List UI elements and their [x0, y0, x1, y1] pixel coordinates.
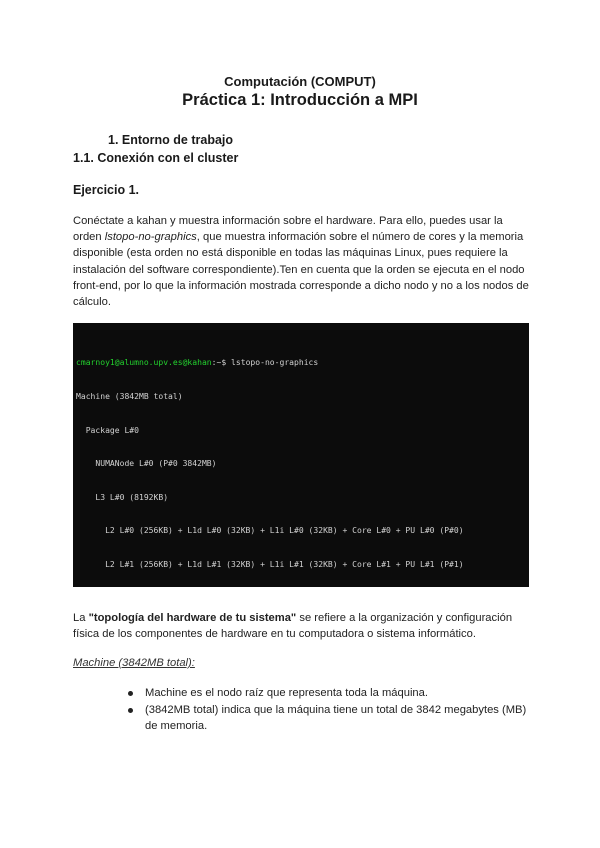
terminal-prompt-user: cmarnoy1@alumno.upv.es@kahan — [76, 358, 212, 368]
terminal-output-line: L3 L#0 (8192KB) — [76, 492, 169, 502]
subsection-heading-conexion: 1.1. Conexión con el cluster — [73, 151, 239, 165]
practice-title: Práctica 1: Introducción a MPI — [182, 91, 418, 109]
intro-command: lstopo-no-graphics — [104, 231, 197, 244]
bullet-icon — [128, 708, 133, 713]
terminal-prompt-suffix: :~$ — [211, 358, 232, 368]
topology-paragraph — [73, 610, 533, 642]
list-item — [128, 685, 528, 701]
terminal-output-line: Machine (3842MB total) — [76, 392, 183, 401]
intro-text-part1: Conéctate a kahan y muestra información sobre el hardware. Para ello, puedes usar la orden — [73, 215, 503, 244]
intro-text-part2: , que muestra información sobre el número de cores y la memoria disponible (esta orden no está disponible en todas las máquinas Linux, pues requiere la instalación del software correspondiente).Ten en cuenta que la orden se ejecuta en el nodo front-end, por lo que la información mostrada corresponde a dicho nodo y no a los nodos de cálculo. — [73, 231, 529, 309]
section-heading-entorno: 1. Entorno de trabajo — [108, 133, 234, 147]
bullet-text: Machine es el nodo raíz que representa toda la máquina. — [145, 687, 428, 699]
intro-paragraph — [73, 213, 533, 310]
terminal-output-line: L2 L#1 (256KB) + L1d L#1 (32KB) + L1i L#1 (32KB) + Core L#1 + PU L#1 (P#1) — [76, 559, 464, 569]
terminal-output-line: L2 L#0 (256KB) + L1d L#0 (32KB) + L1i L#0 (32KB) + Core L#0 + PU L#0 (P#0) — [76, 526, 464, 536]
terminal-command-line — [76, 357, 529, 368]
exercise-heading: Ejercicio 1. — [73, 183, 140, 197]
bullet-text: (3842MB total) indica que la máquina tiene un total de 3842 megabytes (MB) de memoria. — [145, 704, 527, 733]
terminal-output-line: NUMANode L#0 (P#0 3842MB) — [76, 459, 217, 469]
course-title: Computación (COMPUT) — [224, 74, 376, 89]
machine-bullet-list — [128, 685, 528, 736]
topology-rest: se refiere a la organización y configuración física de los componentes de hardware en tu computadora o sistema informático. — [73, 612, 513, 641]
topology-bold-phrase: "topología del hardware de tu sistema" — [88, 612, 297, 624]
terminal-screenshot — [73, 323, 529, 587]
topology-prefix: La — [73, 612, 89, 624]
terminal-command: lstopo-no-graphics — [231, 358, 319, 368]
terminal-output-line: Package L#0 — [76, 425, 139, 435]
list-item — [128, 702, 528, 734]
machine-section-heading: Machine (3842MB total): — [73, 657, 195, 669]
bullet-icon — [128, 691, 133, 696]
